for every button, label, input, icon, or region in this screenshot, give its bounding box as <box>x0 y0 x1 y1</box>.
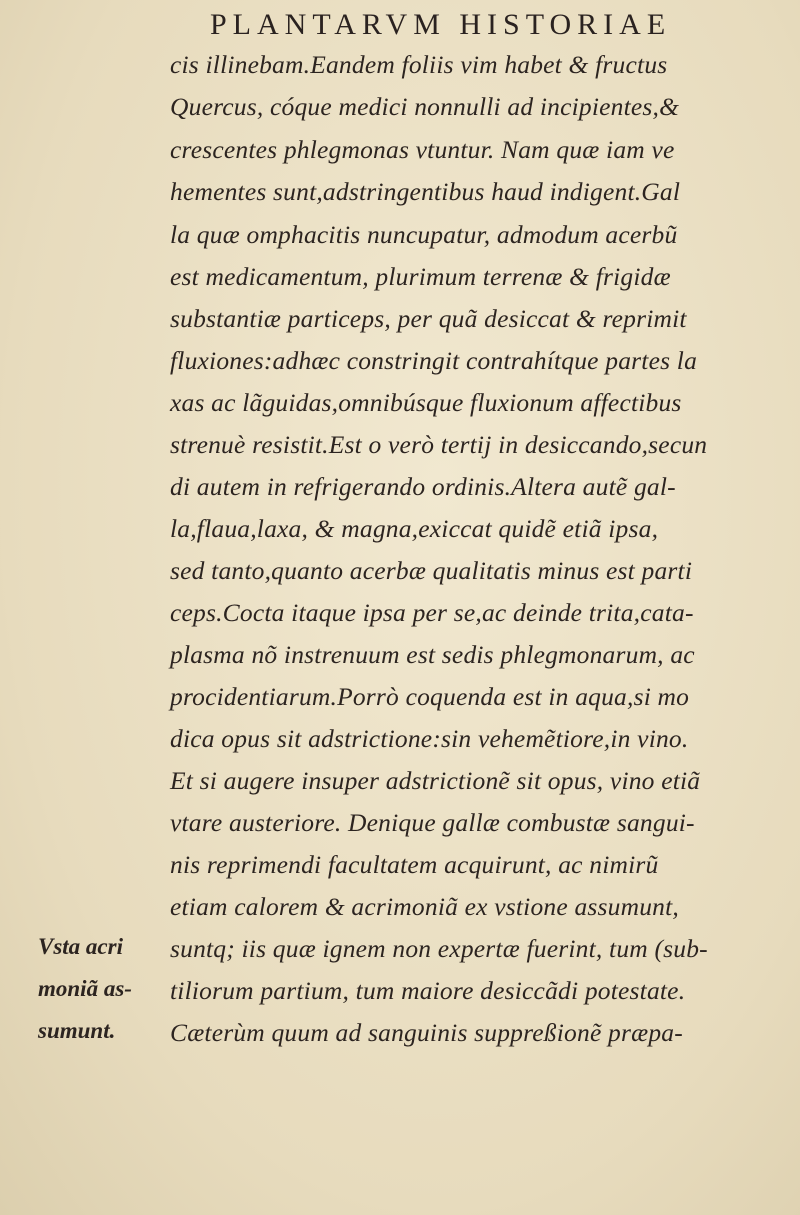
text-line: vtare austeriore. Denique gallæ combustæ sangui- <box>170 808 695 837</box>
margin-note-line: Vsta acri <box>38 934 123 959</box>
text-line: la quæ omphacitis nuncupatur, admodum acerbũ <box>170 220 678 249</box>
running-header: PLANTARVM HISTORIAE <box>210 8 672 41</box>
text-line: dica opus sit adstrictione:sin vehemẽtiore,in vino. <box>170 724 689 753</box>
text-line: la,flaua,laxa, & magna,exiccat quidẽ etiã ipsa, <box>170 514 659 543</box>
margin-note-line: sumunt. <box>38 1018 116 1043</box>
text-line: Et si augere insuper adstrictionẽ sit opus, vino etiã <box>170 766 701 795</box>
text-line: strenuè resistit.Est o verò tertij in desiccando,secun <box>170 430 708 459</box>
text-line: procidentiarum.Porrò coquenda est in aqua,si mo <box>170 682 690 711</box>
text-line: etiam calorem & acrimoniã ex vstione assumunt, <box>170 892 679 921</box>
margin-note-line: moniã as- <box>38 976 132 1001</box>
text-line: sed tanto,quanto acerbæ qualitatis minus est parti <box>170 556 693 585</box>
text-line: di autem in refrigerando ordinis.Altera autẽ gal- <box>170 472 676 501</box>
text-line: suntq; iis quæ ignem non expertæ fuerint, tum (sub- <box>170 934 708 963</box>
text-line: ceps.Cocta itaque ipsa per se,ac deinde trita,cata- <box>170 598 694 627</box>
text-line: crescentes phlegmonas vtuntur. Nam quæ iam ve <box>170 135 675 164</box>
text-line: est medicamentum, plurimum terrenæ & frigidæ <box>170 262 671 291</box>
text-line: Quercus, cóque medici nonnulli ad incipientes,& <box>170 92 680 121</box>
text-line: xas ac lãguidas,omnibúsque fluxionum affectibus <box>170 388 682 417</box>
text-line: Cæterùm quum ad sanguinis suppreßionẽ præpa- <box>170 1018 683 1047</box>
text-line: substantiæ particeps, per quã desiccat & reprimit <box>170 304 687 333</box>
text-line: hementes sunt,adstringentibus haud indigent.Gal <box>170 177 681 206</box>
text-line: plasma nõ instrenuum est sedis phlegmonarum, ac <box>170 640 695 669</box>
text-line: cis illinebam.Eandem foliis vim habet & fructus <box>170 50 668 79</box>
text-line: fluxiones:adhæc constringit contrahítque partes la <box>170 346 698 375</box>
text-line: nis reprimendi facultatem acquirunt, ac nimirũ <box>170 850 659 879</box>
text-line: tiliorum partium, tum maiore desiccãdi potestate. <box>170 976 686 1005</box>
